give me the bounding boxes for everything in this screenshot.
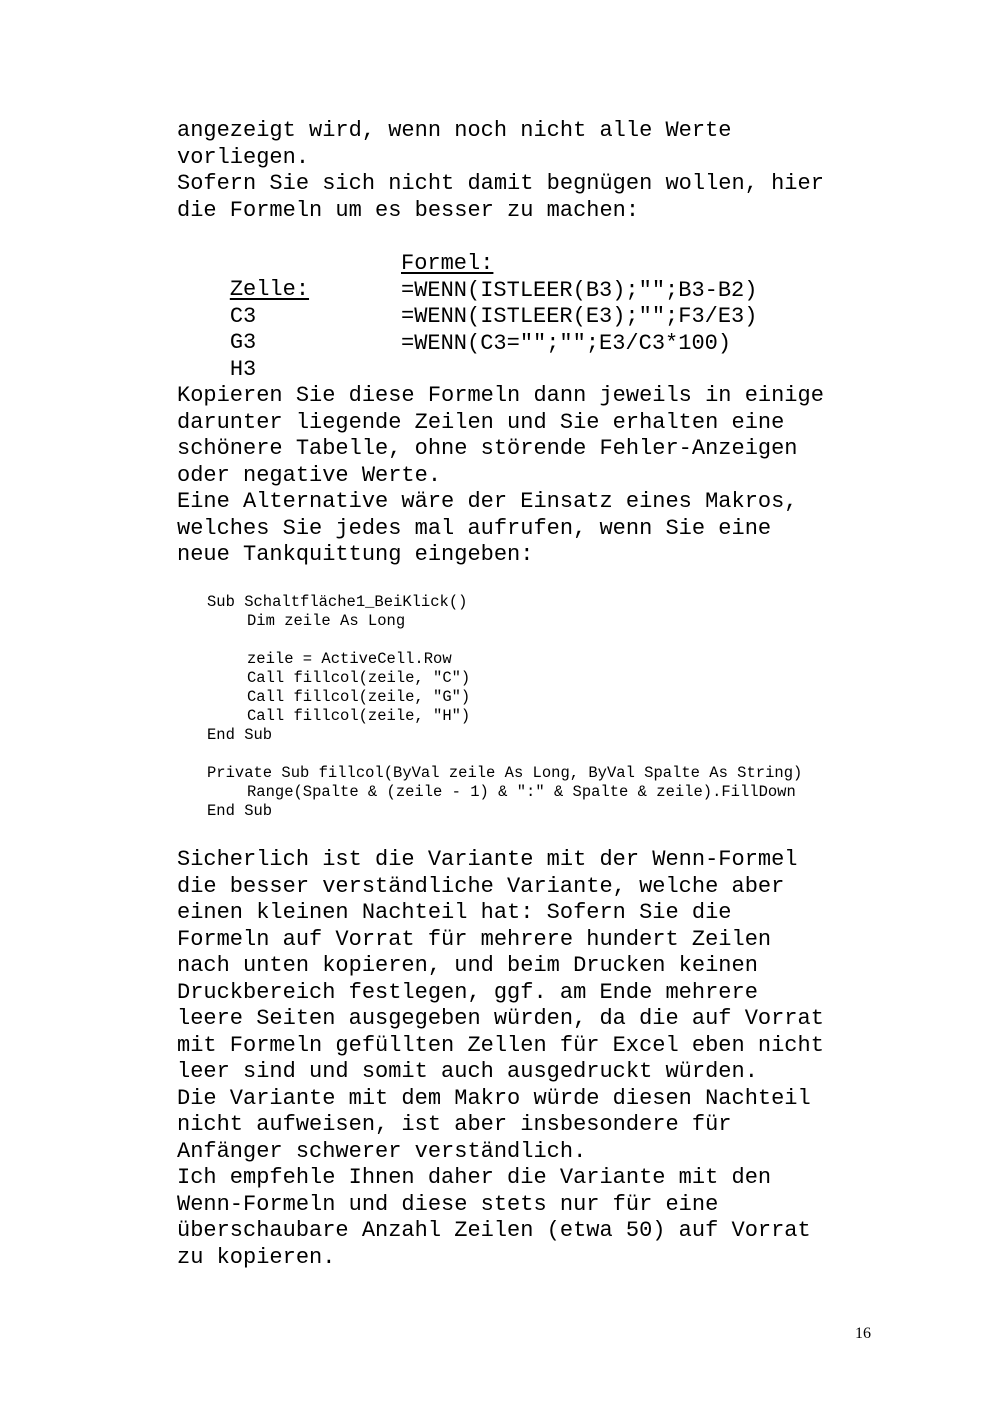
page-number: 16 [855,1325,871,1342]
body-line: die besser verständliche Variante, welche aber [177,874,785,899]
body-line: oder negative Werte. [177,463,442,488]
row-formula: =WENN(C3="";"";E3/C3*100) [401,331,732,356]
body-line: leere Seiten ausgegeben würden, da die auf Vorrat [177,1006,824,1031]
body-line: einen kleinen Nachteil hat: Sofern Sie die [177,900,732,925]
row-cell: H3 [229,357,257,382]
body-line: Ich empfehle Ihnen daher die Variante mit den [177,1165,772,1190]
body-line: Druckbereich festlegen, ggf. am Ende mehrere [177,980,758,1005]
body-line: Eine Alternative wäre der Einsatz eines Makros, [177,489,798,514]
code-line: Range(Spalte & (zeile - 1) & ":" & Spalte & zeile).FillDown [247,783,796,801]
body-line: darunter liegende Zeilen und Sie erhalten eine [177,410,785,435]
body-line: neue Tankquittung eingeben: [177,542,534,567]
code-line: Call fillcol(zeile, "H") [247,707,471,725]
body-line: mit Formeln gefüllten Zellen für Excel eben nicht [177,1033,824,1058]
row-formula: =WENN(ISTLEER(E3);"";F3/E3) [401,304,758,329]
body-line: Kopieren Sie diese Formeln dann jeweils in einige [177,383,824,408]
body-line: schönere Tabelle, ohne störende Fehler-Anzeigen [177,436,798,461]
body-line: überschaubare Anzahl Zeilen (etwa 50) auf Vorrat [177,1218,811,1243]
row-cell: C3 [229,304,257,329]
body-line: nach unten kopieren, und beim Drucken keinen [177,953,758,978]
header-formula-label: Formel: [401,251,494,276]
body-line: Formeln auf Vorrat für mehrere hundert Zeilen [177,927,772,952]
body-line: nicht aufweisen, ist aber insbesondere für [177,1112,732,1137]
intro-line: Sofern Sie sich nicht damit begnügen wollen, hier [177,171,824,196]
body-line: Die Variante mit dem Makro würde diesen Nachteil [177,1086,811,1111]
body-line: Sicherlich ist die Variante mit der Wenn-Formel [177,847,798,872]
body-line: zu kopieren. [177,1245,336,1270]
code-line: Call fillcol(zeile, "G") [247,688,471,706]
code-line: Dim zeile As Long [247,612,406,630]
code-line: Sub Schaltfläche1_BeiKlick() [207,593,468,611]
body-line: welches Sie jedes mal aufrufen, wenn Sie eine [177,516,772,541]
row-formula: =WENN(ISTLEER(B3);"";B3-B2) [401,278,758,303]
body-line: leer sind und somit auch ausgedruckt würden. [177,1059,758,1084]
body-line: Anfänger schwerer verständlich. [177,1139,587,1164]
body-line: Wenn-Formeln und diese stets nur für eine [177,1192,719,1217]
code-line: End Sub [207,726,273,744]
intro-line: angezeigt wird, wenn noch nicht alle Werte [177,118,732,143]
code-line: End Sub [207,802,273,820]
intro-line: die Formeln um es besser zu machen: [177,198,640,223]
code-line: zeile = ActiveCell.Row [247,650,452,668]
code-line: Private Sub fillcol(ByVal zeile As Long, ByVal Spalte As String) [207,764,803,782]
header-cell-label: Zelle: [229,277,310,302]
row-cell: G3 [229,330,257,355]
code-line: Call fillcol(zeile, "C") [247,669,471,687]
intro-line: vorliegen. [177,145,310,170]
